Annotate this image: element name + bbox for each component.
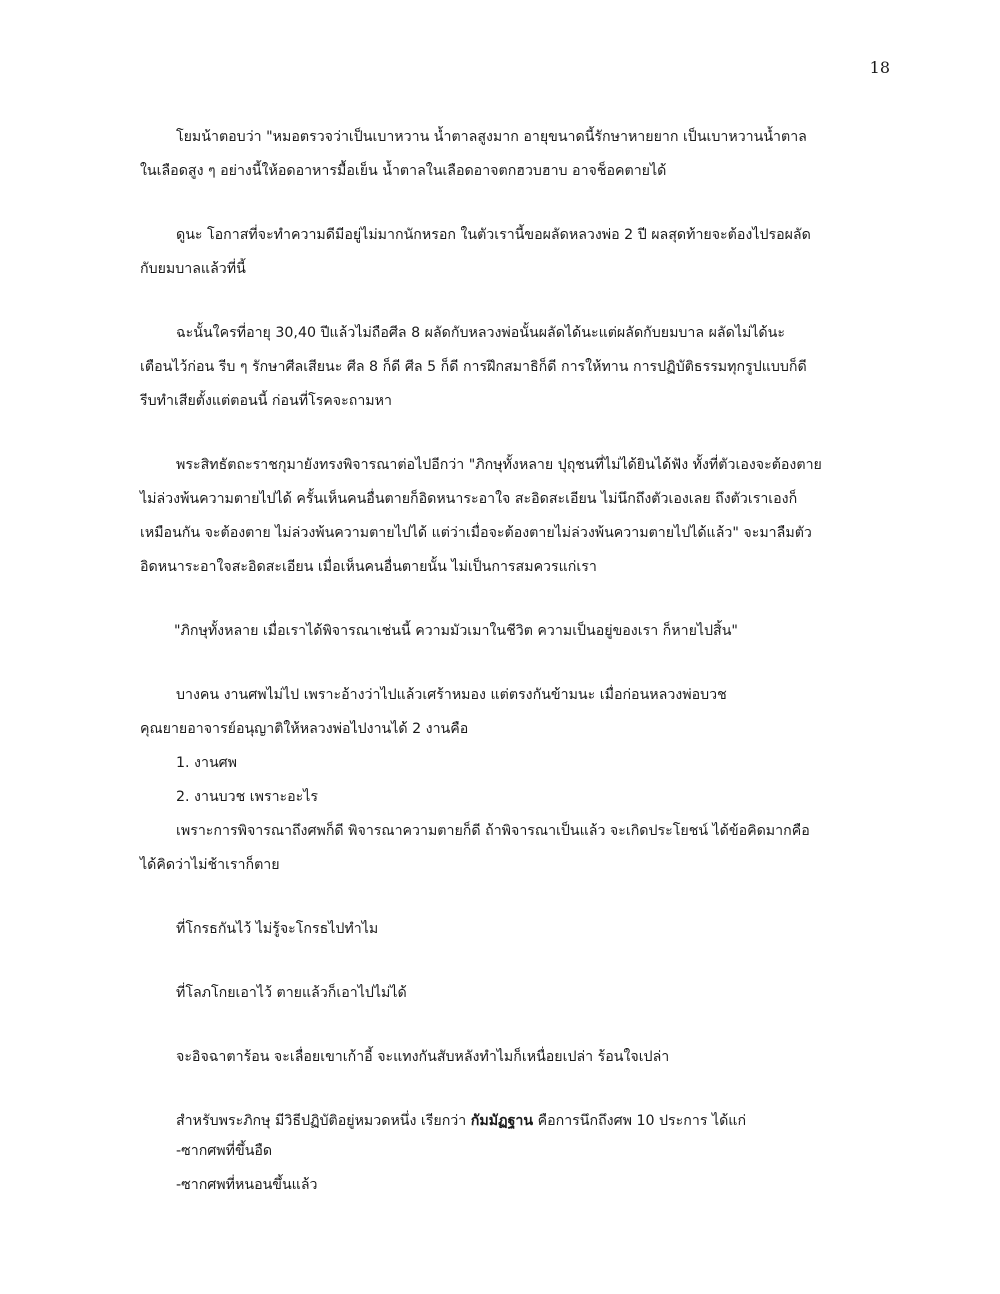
list-item xyxy=(140,1134,868,1168)
text-line: เพราะการพิจารณาถึงศพก็ดี พิจารณาความตายก็ดี ถ้าพิจารณาเป็นแล้ว จะเกิดประโยชน์ ได้ข้อคิดมากคือ xyxy=(176,823,810,839)
text-line: รีบทำเสียตั้งแต่ตอนนี้ ก่อนที่โรคจะถามหา xyxy=(140,393,392,409)
text-segment: สำหรับพระภิกษุ มีวิธีปฏิบัติอยู่หมวดหนึ่ง เรียกว่า xyxy=(176,1113,471,1129)
text-line: คุณยายอาจารย์อนุญาติให้หลวงพ่อไปงานได้ 2 งานคือ xyxy=(140,721,469,737)
text-line: 2. งานบวช เพราะอะไร xyxy=(176,789,319,805)
paragraph xyxy=(140,678,868,746)
text-line: ได้คิดว่าไม่ช้าเราก็ตาย xyxy=(140,857,280,873)
document-body xyxy=(140,120,868,1202)
text-line: บางคน งานศพไม่ไป เพราะอ้างว่าไปแล้วเศร้าหมอง แต่ตรงกันข้ามนะ เมื่อก่อนหลวงพ่อบวช xyxy=(176,687,727,703)
paragraph xyxy=(140,448,868,584)
paragraph xyxy=(140,316,868,418)
text-line: ที่โกรธกันไว้ ไม่รู้จะโกรธไปทำไม xyxy=(176,921,379,937)
paragraph xyxy=(140,912,868,946)
paragraph xyxy=(140,218,868,286)
list-item xyxy=(140,780,868,814)
text-line: กับยมบาลแล้วที่นี้ xyxy=(140,261,246,277)
text-line: -ซากศพที่หนอนขึ้นแล้ว xyxy=(176,1177,318,1193)
text-line: จะอิจฉาตาร้อน จะเลื่อยเขาเก้าอี้ จะแทงกันสับหลังทำไมก็เหนื่อยเปล่า ร้อนใจเปล่า xyxy=(176,1049,670,1065)
text-line: เตือนไว้ก่อน รีบ ๆ รักษาศีลเสียนะ ศีล 8 ก็ดี ศีล 5 ก็ดี การฝึกสมาธิก็ดี การให้ทาน การปฏิบัติธรรมทุกรูปแบบก็ดี xyxy=(140,359,807,375)
text-line: ดูนะ โอกาสที่จะทำความดีมีอยู่ไม่มากนักหรอก ในตัวเรานี้ขอผลัดหลวงพ่อ 2 ปี ผลสุดท้ายจะต้องไปรอผลัด xyxy=(176,227,811,243)
text-line: -ซากศพที่ขึ้นอืด xyxy=(176,1143,273,1159)
text-line: อิดหนาระอาใจสะอิดสะเอียน เมื่อเห็นคนอื่นตายนั้น ไม่เป็นการสมควรแก่เรา xyxy=(140,559,597,575)
text-line xyxy=(176,1104,868,1138)
paragraph xyxy=(140,1040,868,1074)
list-item xyxy=(140,746,868,780)
page-number: 18 xyxy=(869,58,890,77)
text-line: เหมือนกัน จะต้องตาย ไม่ล่วงพ้นความตายไปได้ แต่ว่าเมื่อจะต้องตายไม่ล่วงพ้นความตายไปได้แล้ว" จะมาลืมตัว xyxy=(140,525,812,541)
emphasis-term: กัมมัฏฐาน xyxy=(470,1113,534,1129)
text-line: ไม่ล่วงพ้นความตายไปได้ ครั้นเห็นคนอื่นตายก็อิดหนาระอาใจ สะอิดสะเอียน ไม่นึกถึงตัวเองเลย ถึงตัวเราเองก็ xyxy=(140,491,798,507)
text-line: พระสิทธัตถะราชกุมายังทรงพิจารณาต่อไปอีกว่า "ภิกษุทั้งหลาย ปุถุชนที่ไม่ได้ยินได้ฟัง ทั้งที่ตัวเองจะต้องตาย xyxy=(176,457,822,473)
text-line: ในเลือดสูง ๆ อย่างนี้ให้อดอาหารมื้อเย็น น้ำตาลในเลือดอาจตกฮวบฮาบ อาจช็อคตายได้ xyxy=(140,163,667,179)
text-line: ฉะนั้นใครที่อายุ 30,40 ปีแล้วไม่ถือศีล 8 ผลัดกับหลวงพ่อนั้นผลัดได้นะแต่ผลัดกับยมบาล ผลัดไม่ได้นะ xyxy=(176,325,785,341)
text-line: 1. งานศพ xyxy=(176,755,237,771)
paragraph xyxy=(140,120,868,188)
list-item xyxy=(140,1168,868,1202)
paragraph xyxy=(140,1104,868,1138)
text-line: ที่โลภโกยเอาไว้ ตายแล้วก็เอาไปไม่ได้ xyxy=(176,985,407,1001)
paragraph xyxy=(140,814,868,882)
paragraph xyxy=(140,976,868,1010)
text-segment: คือการนึกถึงศพ 10 ประการ ได้แก่ xyxy=(533,1113,747,1129)
text-line: "ภิกษุทั้งหลาย เมื่อเราได้พิจารณาเช่นนี้ ความมัวเมาในชีวิต ความเป็นอยู่ของเรา ก็หายไปสิ้น" xyxy=(174,623,738,639)
text-line: โยมน้าตอบว่า "หมอตรวจว่าเป็นเบาหวาน น้ำตาลสูงมาก อายุขนาดนี้รักษาหายยาก เป็นเบาหวานน้ำตาล xyxy=(176,129,807,145)
paragraph xyxy=(138,614,868,648)
